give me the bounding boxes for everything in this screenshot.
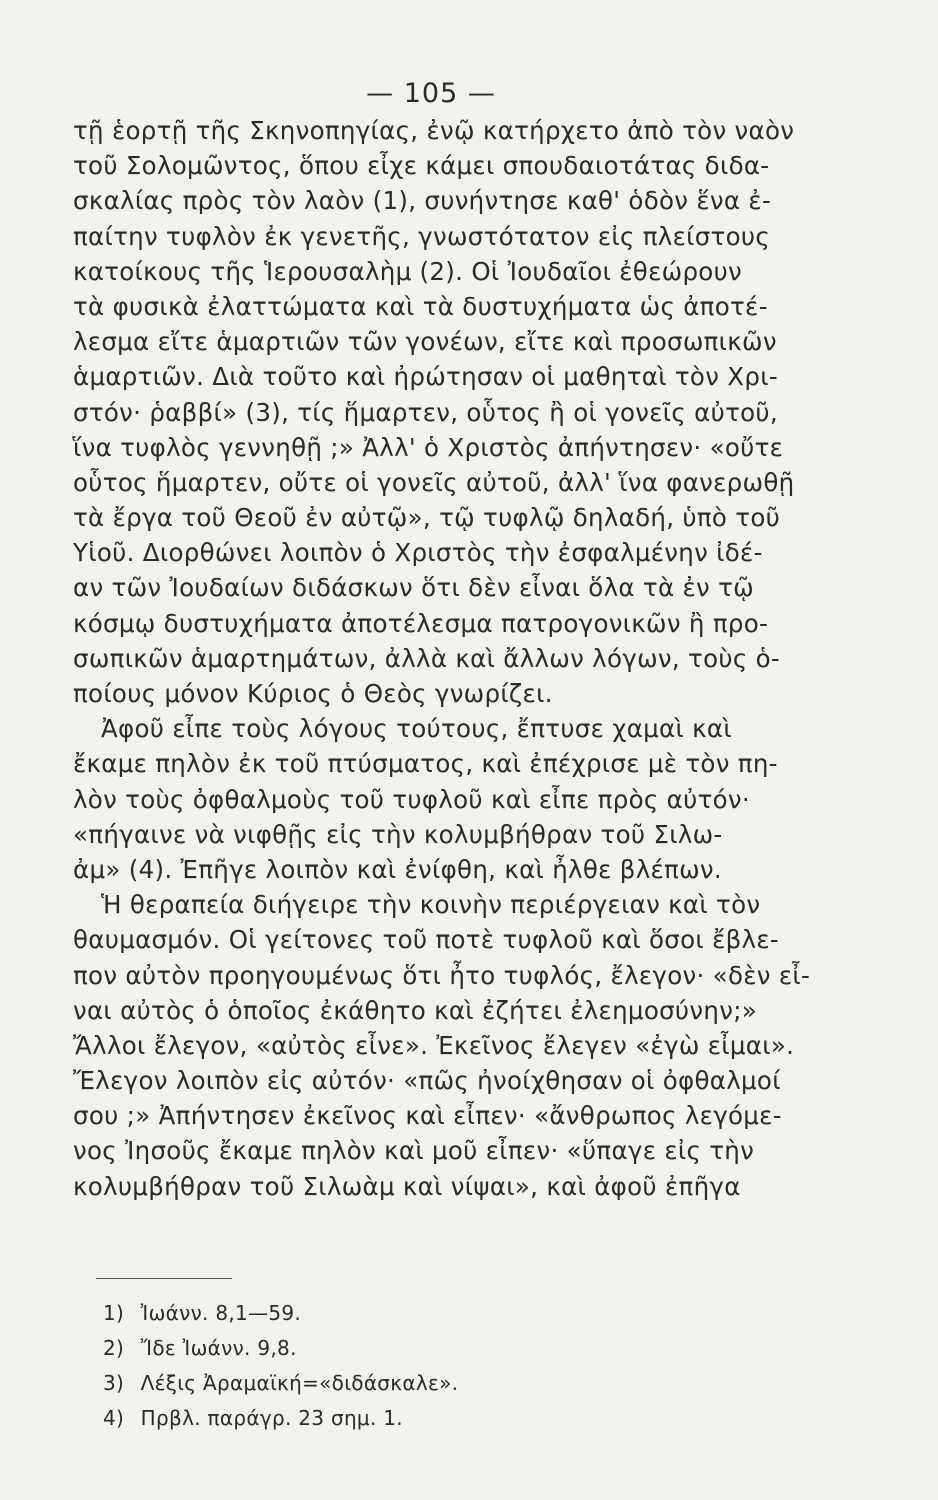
text-line: «πήγαινε νὰ νιφθῇς εἰς τὴν κολυμβήθραν τοῦ Σιλω- [73, 819, 723, 849]
text-line: Υἱοῦ. Διορθώνει λοιπὸν ὁ Χριστὸς τὴν ἐσφαλμένην ἰδέ- [73, 538, 763, 568]
text-line: ἀμ» (4). Ἐπῆγε λοιπὸν καὶ ἐνίφθη, καὶ ἦλθε βλέπων. [73, 854, 722, 884]
footnote-number: 2) [103, 1336, 125, 1360]
footnotes [103, 1296, 803, 1436]
text-line: ἔκαμε πηλὸν ἐκ τοῦ πτύσματος, καὶ ἐπέχρισε μὲ τὸν πη- [73, 749, 778, 779]
footnote-text: Πρβλ. παράγρ. 23 σημ. 1. [140, 1406, 403, 1430]
text-line: ἁμαρτιῶν. Διὰ τοῦτο καὶ ἠρώτησαν οἱ μαθηταὶ τὸν Χρι- [73, 362, 778, 392]
text-line: στόν· ῥαββί» (3), τίς ἥμαρτεν, οὗτος ἢ οἱ γονεῖς αὐτοῦ, [73, 397, 778, 427]
text-line: νος Ἰησοῦς ἔκαμε πηλὸν καὶ μοῦ εἶπεν· «ὕπαγε εἰς τὴν [73, 1136, 755, 1166]
text-line: σωπικῶν ἁμαρτημάτων, ἀλλὰ καὶ ἄλλων λόγων, τοὺς ὁ- [73, 643, 781, 673]
text-line: λεσμα εἴτε ἁμαρτιῶν τῶν γονέων, εἴτε καὶ προσωπικῶν [73, 327, 777, 357]
text-line: κατοίκους τῆς Ἱερουσαλὴμ (2). Οἱ Ἰουδαῖοι ἐθεώρουν [73, 256, 743, 286]
text-line: τῇ ἑορτῇ τῆς Σκηνοπηγίας, ἐνῷ κατήρχετο ἀπὸ τὸν ναὸν [73, 116, 795, 145]
footnote-text: Λέξις Ἀραμαϊκή=«διδάσκαλε». [140, 1371, 459, 1395]
text-line: Ἄλλοι ἔλεγον, «αὐτὸς εἶνε». Ἐκεῖνος ἔλεγεν «ἐγὼ εἶμαι». [73, 1030, 795, 1060]
text-line: ποίους μόνον Κύριος ὁ Θεὸς γνωρίζει. [73, 679, 553, 708]
footnote-divider [96, 1278, 232, 1279]
text-line: παίτην τυφλὸν ἐκ γενετῆς, γνωστότατον εἰς πλείστους [73, 221, 771, 251]
text-line: τὰ φυσικὰ ἐλαττώματα καὶ τὰ δυστυχήματα ὡς ἀποτέ- [73, 291, 768, 321]
text-line: αν τῶν Ἰουδαίων διδάσκων ὅτι δὲν εἶναι ὅλα τὰ ἐν τῷ [73, 573, 754, 603]
text-line: Ἔλεγον λοιπὸν εἰς αὐτόν· «πῶς ἠνοίχθησαν οἱ ὀφθαλμοί [73, 1066, 781, 1096]
text-line: σου ;» Ἀπήντησεν ἐκεῖνος καὶ εἶπεν· «ἄνθρωπος λεγόμε- [73, 1101, 782, 1131]
text-line: ναι αὐτὸς ὁ ὁποῖος ἐκάθητο καὶ ἐζήτει ἐλεημοσύνην;» [73, 995, 758, 1025]
text-line: σκαλίας πρὸς τὸν λαὸν (1), συνήντησε καθ' ὁδὸν ἕνα ἐ- [73, 186, 772, 216]
text-line: τοῦ Σολομῶντος, ὅπου εἶχε κάμει σπουδαιοτάτας διδα- [73, 151, 770, 181]
footnote-number: 4) [103, 1406, 125, 1430]
text-line: πον αὐτὸν προηγουμένως ὅτι ἦτο τυφλός, ἔλεγον· «δὲν εἶ- [73, 960, 811, 990]
text-line: Ἡ θεραπεία διήγειρε τὴν κοινὴν περιέργειαν καὶ τὸν [101, 890, 761, 920]
text-line: κόσμῳ δυστυχήματα ἀποτέλεσμα πατρογονικῶν ἢ προ- [73, 608, 769, 638]
footnote-text: Ἴδε Ἰωάνν. 9,8. [140, 1336, 297, 1360]
footnote-number: 3) [103, 1371, 125, 1395]
footnote [103, 1296, 803, 1331]
page-number: — 105 — [366, 78, 496, 109]
text-line: θαυμασμόν. Οἱ γείτονες τοῦ ποτὲ τυφλοῦ καὶ ὅσοι ἔβλε- [73, 925, 780, 955]
text-line: τὰ ἔργα τοῦ Θεοῦ ἐν αὐτῷ», τῷ τυφλῷ δηλαδή, ὑπὸ τοῦ [73, 503, 781, 533]
text-line: ἵνα τυφλὸς γεννηθῇ ;» Ἀλλ' ὁ Χριστὸς ἀπήντησεν· «οὔτε [73, 432, 784, 462]
footnote-number: 1) [103, 1301, 125, 1325]
body-text [73, 113, 841, 1204]
text-line: κολυμβήθραν τοῦ Σιλωὰμ καὶ νίψαι», καὶ ἀφοῦ ἐπῆγα [73, 1171, 741, 1201]
text-line: λὸν τοὺς ὀφθαλμοὺς τοῦ τυφλοῦ καὶ εἶπε πρὸς αὐτόν· [73, 784, 750, 814]
text-line: Ἀφοῦ εἶπε τοὺς λόγους τούτους, ἔπτυσε χαμαὶ καὶ [101, 714, 732, 744]
footnote [103, 1366, 803, 1401]
footnote [103, 1331, 803, 1366]
footnote [103, 1401, 803, 1436]
footnote-text: Ἰωάνν. 8,1—59. [140, 1301, 302, 1325]
text-line: οὗτος ἥμαρτεν, οὔτε οἱ γονεῖς αὐτοῦ, ἀλλ' ἵνα φανερωθῇ [73, 467, 795, 497]
